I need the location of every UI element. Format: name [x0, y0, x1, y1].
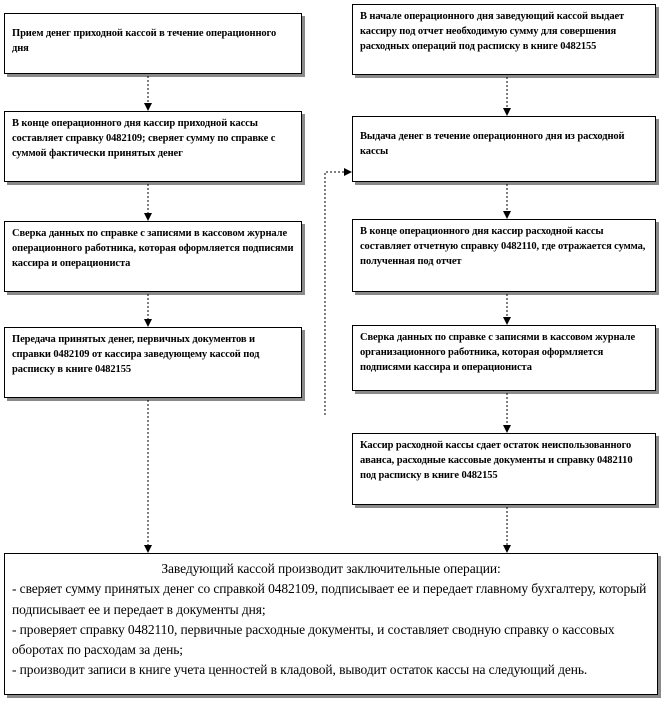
final-operations-heading: Заведующий кассой производит заключительные операции:: [161, 561, 501, 576]
right-step-4-text: Сверка данных по справке с записями в кассовом журнале организационного работника, которая оформляется подписями кассира и операциониста: [360, 332, 636, 374]
final-operation-line-3: - производит записи в книге учета ценностей в кладовой, выводит остаток кассы на следующий день.: [12, 662, 588, 678]
left-step-3-text: Сверка данных по справке с записями в кассовом журнале операционного работника, которая оформляется подписями кассира и операциониста: [12, 228, 294, 270]
right-step-3-text: В конце операционного дня кассир расходной кассы составляет отчетную справку 0482110, где отражается сумма, полученная под отчет: [360, 226, 646, 268]
left-step-1-text: Прием денег приходной кассой в течение операционного дня: [12, 28, 277, 55]
right-step-2-text: Выдача денег в течение операционного дня из расходной кассы: [360, 131, 625, 158]
left-step-4-text: Передача принятых денег, первичных документов и справки 0482109 от кассира заведующему кассой под расписку в книге 0482155: [12, 334, 260, 376]
arrow-feedback-to-right-step-2: [325, 172, 351, 415]
right-step-5-text: Кассир расходной кассы сдает остаток неиспользованного аванса, расходные кассовые документы и справку 0482110 под расписку в книге 0482155: [360, 440, 633, 482]
right-step-1-text: В начале операционного дня заведующий кассой выдает кассиру под отчет необходимую сумму для совершения расходных операций под расписку в книге 0482155: [360, 11, 625, 53]
final-operation-line-1: - сверяет сумму принятых денег со справкой 0482109, подписывает ее и передает главному бухгалтеру, который подписывает ее и передает в документы дня;: [12, 581, 647, 617]
left-step-2-text: В конце операционного дня кассир приходной кассы составляет справку 0482109; сверяет сумму по справке с суммой фактически принятых денег: [12, 118, 276, 160]
final-operation-line-2: - проверяет справку 0482110, первичные расходные документы, и составляет сводную справку о кассовых оборотах по расходам за день;: [12, 621, 615, 657]
